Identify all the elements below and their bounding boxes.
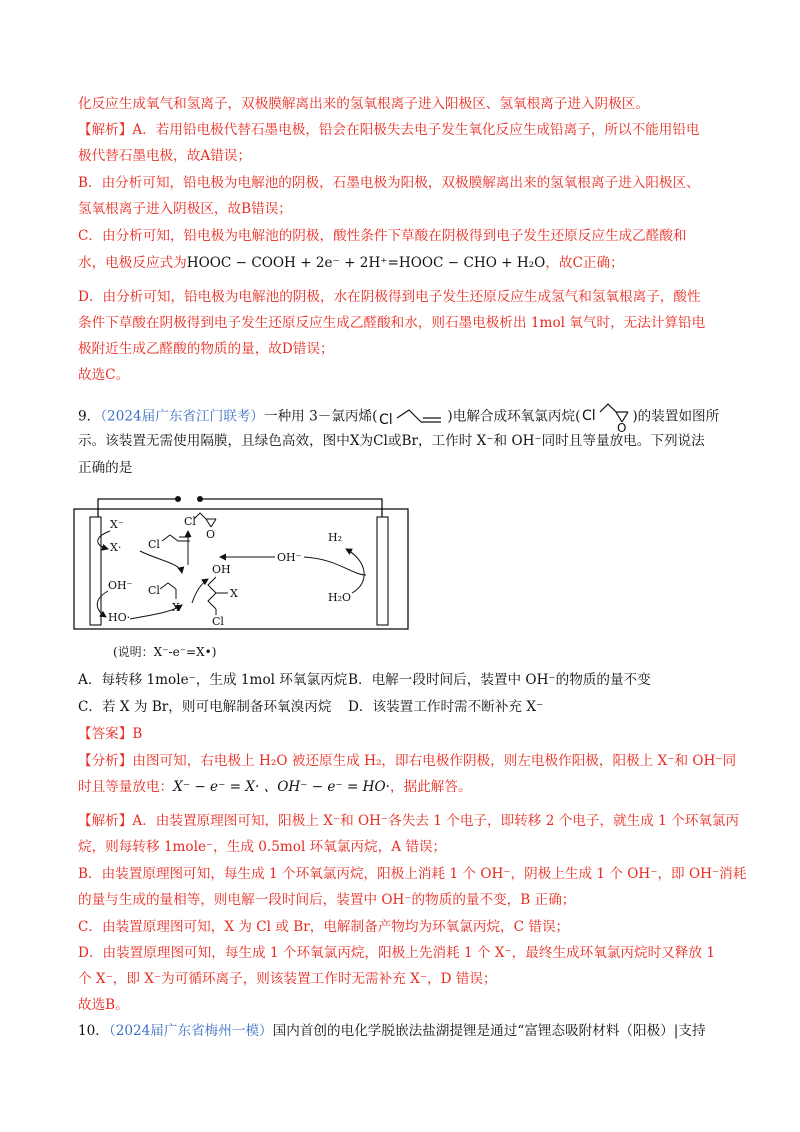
q9-option-b[interactable]: B．电解一段时间后，装置中 OH⁻的物质的量不变 [348,672,651,688]
allyl-chloride-structure-icon [377,404,447,430]
diagram-o-1: O [206,528,216,541]
q9-jiexi-b-line1: B．由装置原理图可知，每生成 1 个环氧氯丙烷，阳极上消耗 1 个 OH⁻，阴极上生成 1 个 OH⁻，即 OH⁻消耗 [78,866,747,882]
prev-jiexi-d-line1: D．由分析可知，铅电极为电解池的阴极，水在阴极得到电子发生还原反应生成氢气和氢氧根离子，酸性 [78,289,701,305]
diagram-x-product: X [230,587,238,600]
electrolysis-apparatus-diagram [70,491,412,666]
q9-jiexi-a-line2: 烷，则每转移 1mole⁻，生成 0.5mol 环氧氯丙烷，A 错误； [78,839,447,855]
prev-electrode-equation: HOOC − COOH + 2e⁻ + 2H⁺=HOOC − CHO + H₂O [186,255,546,271]
prev-jiexi-d-line3: 极附近生成乙醛酸的物质的量，故D错误； [78,341,334,357]
q10-source: （2024届广东省梅州一模） [108,1023,273,1039]
q10-number: 10． [78,1023,109,1039]
q9-discharge-equation: X⁻ − e⁻ = X· 、OH⁻ − e⁻ = HO· [173,779,390,795]
q9-source: （2024届广东省江门联考） [100,408,264,425]
prev-final-answer: 故选C。 [78,367,130,383]
q9-jiexi-b-line2: 的量与生成的量相等，则电解一段时间后，装置中 OH⁻的物质的量不变，B 正确； [78,892,576,908]
diagram-h2o: H₂O [328,591,352,604]
q10-stem-text: 国内首创的电化学脱嵌法盐湖提锂是通过“富锂态吸附材料（阳极）|支持 [272,1023,706,1039]
prev-jiexi-c-line2 [78,253,624,273]
q9-analysis-line2 [78,777,472,797]
prev-jiexi-a-line1: 【解析】A．若用铅电极代替石墨电极，铅会在阳极失去电子发生氧化反应生成铅离子，所以不能用铅电 [78,122,700,138]
q9-stem-part-a: 一种用 3－氯丙烯( [263,408,378,425]
prev-jiexi-c-pre: 水，电极反应式为 [78,255,187,271]
prev-jiexi-d-line2: 条件下草酸在阴极得到电子发生还原反应生成乙醛酸和水，则石墨电极析出 1mol 氧气时，无法计算铅电 [78,315,706,331]
diagram-oh-minus-right: OH⁻ [277,551,302,564]
prev-jiexi-a-line2: 极代替石墨电极，故A错误； [78,148,251,164]
q9-jiexi-a-line1: 【解析】A．由装置原理图可知，阳极上 X⁻和 OH⁻各失去 1 个电子，即转移 2 个电子，就生成 1 个环氧氯丙 [78,813,740,829]
svg-text:Cl: Cl [379,412,394,428]
q9-stem-part-c: )的装置如图所 [632,408,720,425]
diagram-cl-3: Cl [148,584,160,597]
diagram-ho-radical: HO· [108,611,131,624]
diagram-note: (说明：X⁻-e⁻=X•) [113,645,217,659]
svg-text:O: O [617,421,627,432]
q9-analysis-pre: 时且等量放电： [78,779,174,795]
diagram-x-minus: X⁻ [110,518,124,531]
diagram-oh-minus-left: OH⁻ [108,579,133,592]
q9-answer: 【答案】B [78,726,143,742]
q10-stem [78,1021,706,1041]
diagram-x-mid: X [172,601,180,614]
q9-analysis-post: ，据此解答。 [390,779,472,795]
diagram-oh-product: OH [212,563,231,576]
diagram-cl-2: Cl [184,515,196,528]
q9-stem-line2: 示。该装置无需使用隔膜，且绿色高效，图中X为Cl或Br，工作时 X⁻和 OH⁻同时且等量放电。下列说法 [78,433,705,449]
diagram-cl-1: Cl [148,538,160,551]
q9-analysis-line1: 【分析】由图可知，右电极上 H₂O 被还原生成 H₂，即右电极作阴极，则左电极作阳极，阳极上 X⁻和 OH⁻同 [78,753,737,769]
svg-text:Cl: Cl [582,408,597,424]
q9-jiexi-c: C．由装置原理图可知，X 为 Cl 或 Br，电解制备产物均为环氧氯丙烷，C 错误； [78,919,570,935]
prev-jiexi-b-line1: B．由分析可知，铅电极为电解池的阴极，石墨电极为阳极，双极膜解离出来的氢氧根离子进入阳极区、 [78,175,700,191]
q9-option-d[interactable]: D．该装置工作时需不断补充 X⁻ [348,699,544,715]
prev-jiexi-b-line2: 氢氧根离子进入阴极区，故B错误； [78,201,292,217]
prev-line-1: 化反应生成氧气和氢离子，双极膜解离出来的氢氧根离子进入阳极区、氢氧根离子进入阴极区。 [78,96,649,112]
diagram-x-radical: X· [110,541,122,554]
epichlorohydrin-structure-icon [580,402,632,432]
q9-jiexi-d-line1: D．由装置原理图可知，每生成 1 个环氧氯丙烷，阳极上先消耗 1 个 X⁻，最终生成环氧氯丙烷时又释放 1 [78,945,715,961]
q9-number: 9． [78,408,101,425]
diagram-h2: H₂ [328,531,343,544]
q9-final-answer: 故选B。 [78,997,129,1013]
q9-stem-part-b: )电解合成环氧氯丙烷( [447,408,581,425]
prev-jiexi-c-line1: C．由分析可知，铅电极为电解池的阴极，酸性条件下草酸在阴极得到电子发生还原反应生成乙醛酸和 [78,228,687,244]
diagram-cl-4: Cl [212,615,224,628]
prev-jiexi-c-post: ，故C正确； [545,255,624,271]
q9-stem-line1 [78,402,719,432]
q9-stem-line3: 正确的是 [78,460,133,476]
q9-jiexi-d-line2: 个 X⁻，即 X⁻为可循环离子，则该装置工作时无需补充 X⁻，D 错误； [78,971,497,987]
q9-option-a[interactable]: A．每转移 1mole⁻，生成 1mol 环氧氯丙烷 [78,672,348,688]
q9-option-c[interactable]: C．若 X 为 Br，则可电解制备环氧溴丙烷 [78,699,332,715]
